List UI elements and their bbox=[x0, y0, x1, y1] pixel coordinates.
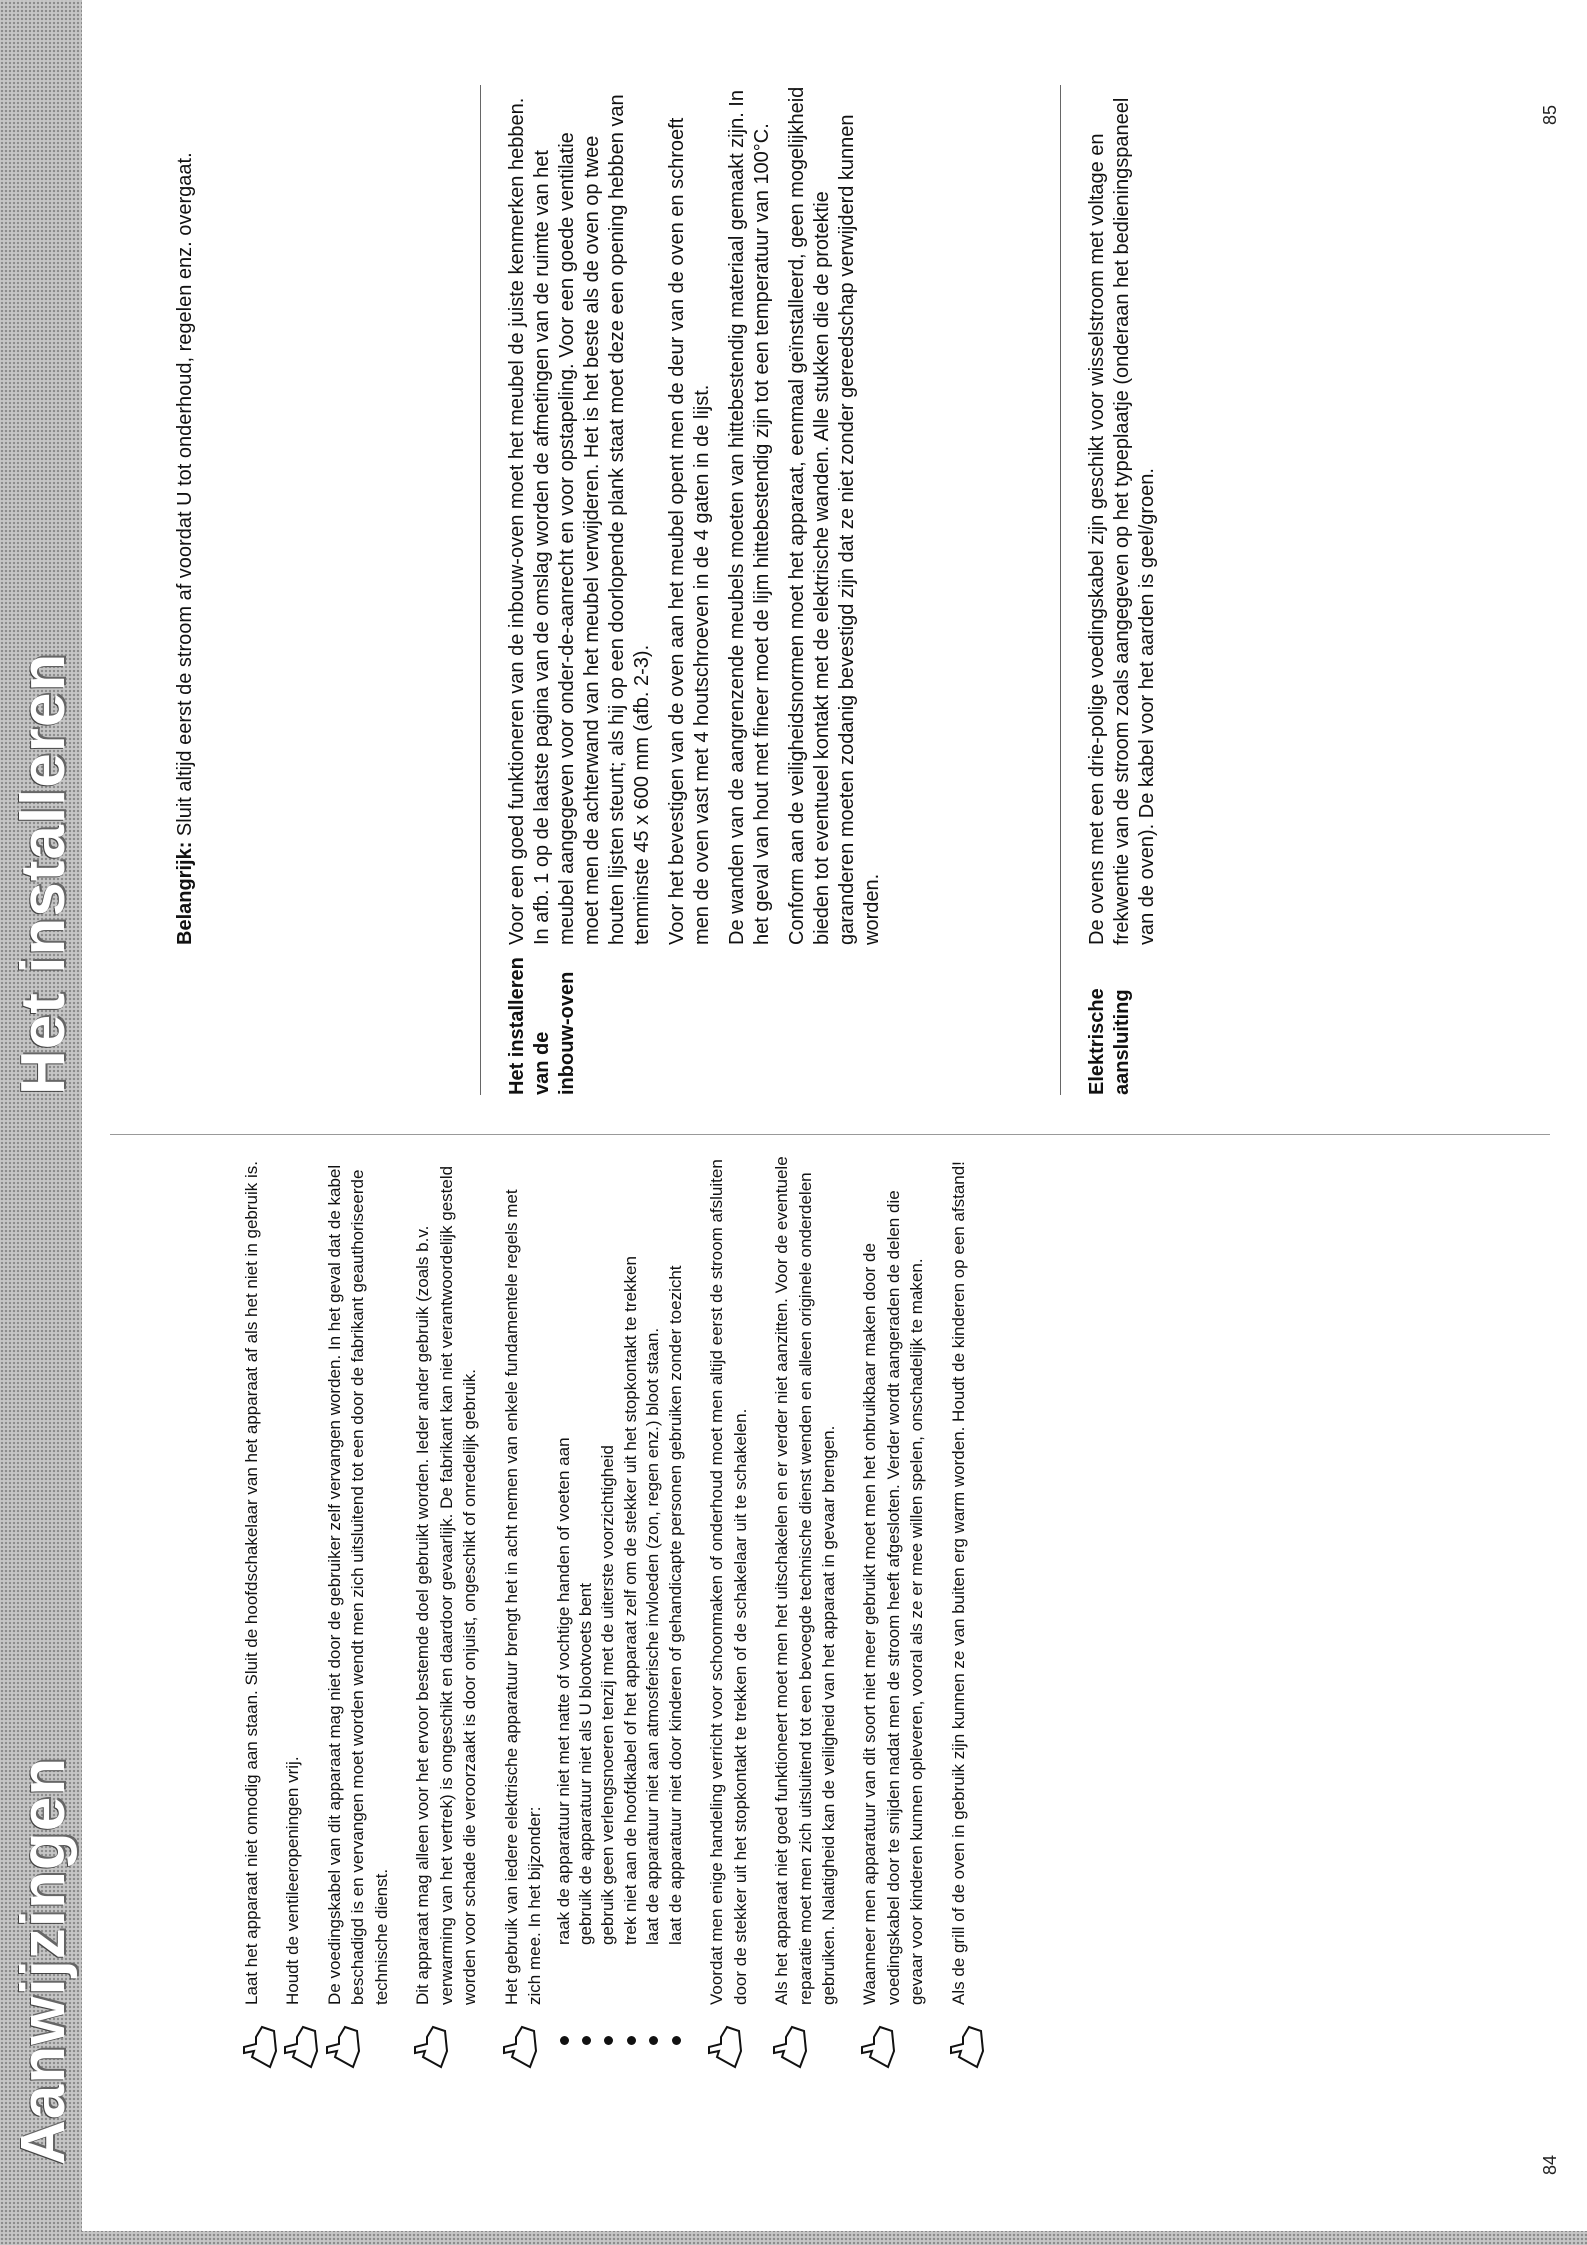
bullet-item: raak de apparatuur niet met natte of vochtige handen of voeten aan bbox=[553, 1155, 575, 2005]
left-page-title: Aanwijzingen bbox=[9, 1756, 78, 2165]
section-body bbox=[505, 85, 885, 945]
bullet-list bbox=[553, 1155, 688, 2005]
hand-pointer-icon bbox=[500, 2023, 540, 2071]
hand-pointer-icon bbox=[281, 2023, 321, 2071]
hand-pointer-icon bbox=[411, 2023, 451, 2071]
instruction-item bbox=[281, 1155, 304, 2075]
bullet-item: gebruik geen verlengsnoeren tenzij met de uiterste voorzichtigheid bbox=[597, 1155, 619, 2005]
instruction-text: Dit apparaat mag alleen voor het ervoor bestemde doel gebruikt worden. Ieder ander gebruik (zoals b.v. verwarming van het vertrek) is ongeschikt en daardoor gevaarlijk. De fabrikant kan niet verantwoordelijk gesteld worden voor schade die veroorzaakt is door onjuist, ongeschikt of onredelijk gebruik. bbox=[413, 1165, 480, 2005]
important-text: Sluit altijd eerst de stroom af voordat U tot onderhoud, regelen enz. overgaat. bbox=[174, 152, 196, 842]
instruction-text: Houdt de ventileeropeningen vrij. bbox=[283, 1756, 303, 2005]
important-note bbox=[172, 85, 198, 945]
paragraph: De wanden van de aangrenzende meubels moeten van hittebestendig materiaal gemaakt zijn. In het geval van hout met fineer moet de lijm hittebestendig zijn tot een temperatuur van 100°C. bbox=[726, 90, 773, 945]
instruction-item bbox=[705, 1155, 752, 2075]
instruction-text: Als de grill of de oven in gebruik zijn kunnen ze van buiten erg warm worden. Houdt de kinderen op een afstand! bbox=[948, 1161, 968, 2005]
bullet-item: laat de apparatuur niet door kinderen of gehandicapte personen gebruiken zonder toezicht bbox=[665, 1155, 687, 2005]
paragraph: Conform aan de veiligheidsnormen moet het apparaat, eenmaal geïnstalleerd, geen mogelijkheid bieden tot eventueel kontakt met de elektrische wanden. Alle stukken die de protektie garanderen moeten zodanig bevestigd zijn dat ze niet zonder gereedschap verwijderd kunnen worden. bbox=[786, 86, 883, 945]
hand-pointer-icon bbox=[705, 2023, 745, 2071]
page-number-right: 85 bbox=[1540, 104, 1560, 125]
instruction-text: Voordat men enige handeling verricht voor schoonmaken of onderhoud moet men altijd eerst de stroom afsluiten door de stekker uit het stopkontakt te trekken of de schakelaar uit te schakelen. bbox=[707, 1159, 750, 2005]
hand-pointer-icon bbox=[240, 2023, 280, 2071]
instruction-text: Waanneer men apparatuur van dit soort niet meer gebruikt moet men het onbruikbaar maken door de voedingskabel door te snijden nadat men de stroom heeft afgesloten. Verder wordt aangeraden de delen die gevaar voor kinderen kunnen opleveren, vooral als ze er mee willen spelen, onschadelijk te maken. bbox=[860, 1190, 927, 2005]
instruction-item bbox=[240, 1155, 263, 2075]
important-label: Belangrijk: bbox=[174, 841, 196, 945]
center-divider bbox=[110, 1134, 1550, 1135]
hand-pointer-icon bbox=[770, 2023, 810, 2071]
section-body bbox=[1085, 85, 1160, 945]
instruction-item bbox=[947, 1155, 970, 2075]
bullet-item: gebruik de apparatuur niet als U blootvoets bent bbox=[575, 1155, 597, 2005]
instruction-text: Als het apparaat niet goed funktioneert moet men het uitschakelen en er verder niet aanzitten. Voor de eventuele reparatie moet men zich uitsluitend tot een bevoegde technische dienst wenden en alleen originele onderdelen gebruiken. Nalatigheid kan de veiligheid van het apparaat in gevaar brengen. bbox=[772, 1156, 838, 2005]
instruction-text: De voedingskabel van dit apparaat mag niet door de gebruiker zelf vervangen worden. In het geval dat de kabel beschadigd is en vervangen moet worden wendt men zich uitsluitend tot een door de fabrikant geauthoriseerde technische dienst. bbox=[324, 1164, 391, 2005]
instruction-item bbox=[770, 1155, 840, 2075]
bullet-item: trek niet aan de hoofdkabel of het apparaat zelf om de stekker uit het stopkontakt te trekken bbox=[620, 1155, 642, 2005]
hand-pointer-icon bbox=[947, 2023, 987, 2071]
page-number-left: 84 bbox=[1540, 2154, 1560, 2175]
section-rule bbox=[480, 85, 481, 1095]
paragraph: Voor een goed funktioneren van de inbouw-oven moet het meubel de juiste kenmerken hebben. In afb. 1 op de laatste pagina van de omslag worden de afmetingen van de ruimte van het meubel aangegeven voor onder-de-aanrecht en voor opstapeling. Voor een goede ventilatie moet men de achterwand van het meubel verwijderen. Het is het beste als de oven op twee houten lijsten steunt; als hij op een doorlopende plank staat moet deze een opening hebben van tenminste 45 x 600 mm (afb. 2-3). bbox=[506, 94, 653, 945]
instruction-item bbox=[323, 1155, 393, 2075]
section-electrical bbox=[1085, 85, 1170, 1095]
instruction-text: Laat het apparaat niet onnodig aan staan. Sluit de hoofdschakelaar van het apparaat af als het niet in gebruik is. bbox=[242, 1161, 261, 2005]
paragraph: De ovens met een drie-polige voedingskabel zijn geschikt voor wisselstroom met voltage en frekwentie van de stroom zoals aangegeven op het typeplaatje (onderaan het bedieningspaneel van de oven). De kabel voor het aarden is geel/groen. bbox=[1086, 97, 1158, 945]
section-rule bbox=[1060, 85, 1061, 1095]
bullet-item: laat de apparatuur niet aan atmosferische invloeden (zon, regen enz.) bloot staan. bbox=[642, 1155, 664, 2005]
instruction-item bbox=[858, 1155, 928, 2075]
hand-pointer-icon bbox=[858, 2023, 898, 2071]
section-heading: Het installeren van de inbouw-oven bbox=[506, 957, 578, 1095]
section-installation bbox=[505, 85, 895, 1095]
section-heading: Elektrische aansluiting bbox=[1086, 988, 1133, 1095]
instruction-text: Het gebruik van iedere elektrische apparatuur brengt het in acht nemen van enkele fundamentele regels met zich mee. In het bijzonder: bbox=[501, 1189, 545, 2005]
instructions-list bbox=[240, 1155, 988, 2075]
paragraph: Voor het bevestigen van de oven aan het meubel opent men de deur van de oven en schroeft men de oven vast met 4 houtschroeven in de 4 gaten in de lijst. bbox=[666, 117, 713, 945]
scan-edge bbox=[0, 2231, 1587, 2245]
hand-pointer-icon bbox=[323, 2023, 363, 2071]
right-page-title: Het installeren bbox=[9, 652, 78, 1095]
instruction-item bbox=[500, 1155, 688, 2075]
instruction-item bbox=[411, 1155, 481, 2075]
